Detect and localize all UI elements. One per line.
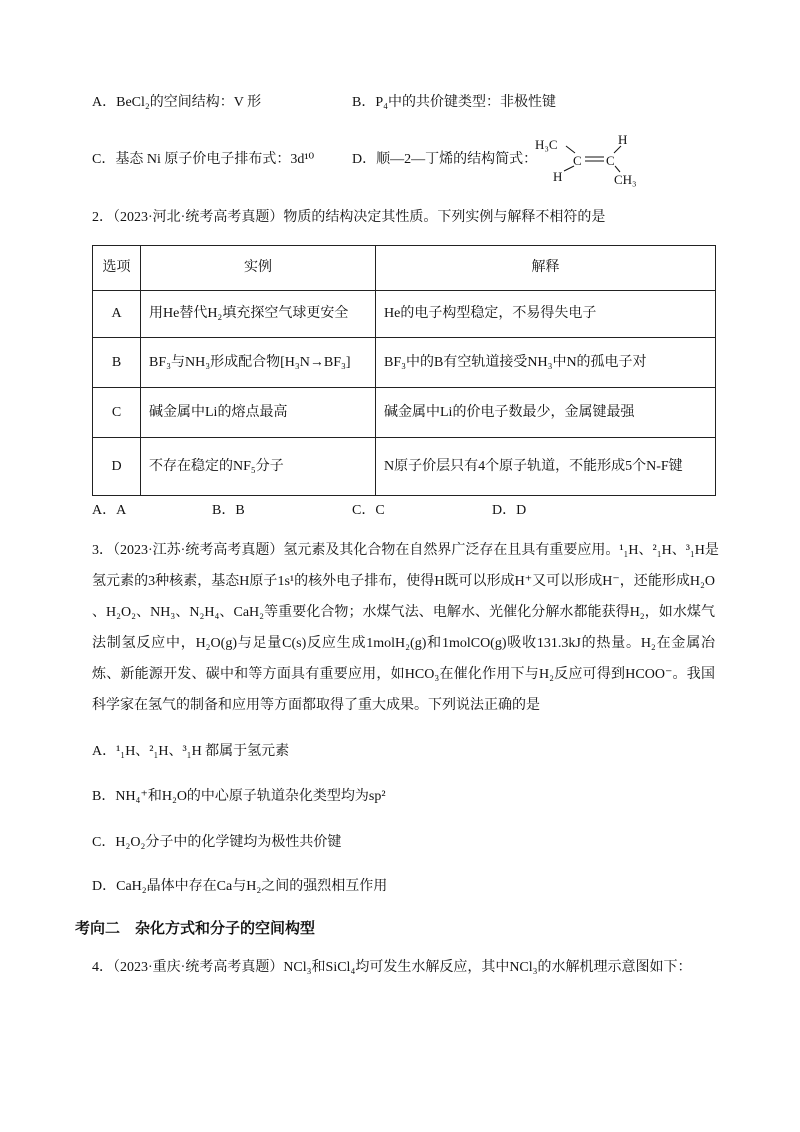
q1-option-d: D．顺—2—丁烯的结构简式：	[352, 152, 538, 167]
table-cell-explanation: 碱金属中Li的价电子数最少，金属键最强	[376, 388, 716, 438]
structure-top-right-label: H	[618, 132, 628, 147]
table-cell-option: C	[93, 388, 141, 438]
structure-top-left-label: H₃C	[535, 137, 558, 152]
q3-option-c: C．H₂O₂分子中的化学键均为极性共价键	[92, 835, 342, 850]
table-row	[93, 438, 716, 496]
section-title: 考向二 杂化方式和分子的空间构型	[75, 919, 316, 937]
q3-stem-line: 法制氢反应中，H₂O(g)与足量C(s)反应生成1molH₂(g)和1molCO(g)吸收131.3kJ的热量。H₂在金属冶	[92, 636, 715, 651]
bond-line	[614, 146, 621, 153]
q2-answer-a: A．A	[92, 503, 127, 518]
q3-option-b: B．NH₄⁺和H₂O的中心原子轨道杂化类型均为sp²	[92, 789, 386, 804]
q3-stem-line: 、H₂O₂、NH₃、N₂H₄、CaH₂等重要化合物；水煤气法、电解水、光催化分解水都能获得H₂，如水煤气	[92, 605, 715, 620]
q3-stem	[92, 535, 719, 721]
q3-stem-line: 炼、新能源开发、碳中和等方面具有重要应用，如HCO₃在催化作用下与H₂反应可得到HCOO⁻。我国	[92, 667, 715, 682]
q1-option-a: A．BeCl₂的空间结构：V 形	[92, 95, 262, 110]
table-header-cell: 实例	[141, 246, 376, 291]
bond-line	[564, 166, 574, 171]
table-cell-option: A	[93, 291, 141, 338]
q3-stem-line: 3．（2023·江苏·统考高考真题）氢元素及其化合物在自然界广泛存在且具有重要应用。¹₁H、²₁H、³₁H是	[92, 543, 719, 558]
table-cell-example: BF₃与NH₃形成配合物[H₃N→BF₃]	[141, 338, 376, 388]
table-row	[93, 338, 716, 388]
q1-option-b: B．P₄中的共价键类型：非极性键	[352, 95, 557, 110]
q2-stem: 2．（2023·河北·统考高考真题）物质的结构决定其性质。下列实例与解释不相符的是	[92, 210, 606, 225]
q2-table	[92, 245, 716, 496]
q3-option-d: D．CaH₂晶体中存在Ca与H₂之间的强烈相互作用	[92, 879, 388, 894]
table-header-row	[93, 246, 716, 291]
table-row	[93, 388, 716, 438]
table-cell-option: D	[93, 438, 141, 496]
q2-answer-d: D．D	[492, 503, 527, 518]
structure-right-carbon: C	[606, 153, 615, 168]
table-cell-example: 碱金属中Li的熔点最高	[141, 388, 376, 438]
bond-line	[566, 146, 575, 153]
cis-2-butene-structure	[530, 126, 650, 192]
table-cell-explanation: He的电子构型稳定，不易得失电子	[376, 291, 716, 338]
table-header-cell: 选项	[93, 246, 141, 291]
structure-bottom-left-label: H	[553, 169, 563, 184]
table-row	[93, 291, 716, 338]
table-cell-option: B	[93, 338, 141, 388]
table-header-cell: 解释	[376, 246, 716, 291]
q3-stem-line: 氢元素的3种核素，基态H原子1s¹的核外电子排布，使得H既可以形成H⁺又可以形成H⁻，还能形成H₂O	[92, 574, 715, 589]
structure-bottom-right-label: CH₃	[614, 172, 637, 187]
q3-stem-line: 科学家在氢气的制备和应用等方面都取得了重大成果。下列说法正确的是	[92, 698, 540, 713]
q2-answer-c: C．C	[352, 503, 385, 518]
q1-option-c: C．基态 Ni 原子价电子排布式：3d¹⁰	[92, 152, 315, 167]
q3-option-a: A．¹₁H、²₁H、³₁H 都属于氢元素	[92, 744, 290, 759]
table-cell-example: 用He替代H₂填充探空气球更安全	[141, 291, 376, 338]
table-cell-example: 不存在稳定的NF₅分子	[141, 438, 376, 496]
q4-stem: 4．（2023·重庆·统考高考真题）NCl₃和SiCl₄均可发生水解反应，其中NCl₃的水解机理示意图如下：	[92, 960, 692, 975]
table-cell-explanation: N原子价层只有4个原子轨道，不能形成5个N-F键	[376, 438, 716, 496]
table-cell-explanation: BF₃中的B有空轨道接受NH₃中N的孤电子对	[376, 338, 716, 388]
structure-left-carbon: C	[573, 153, 582, 168]
q2-answer-b: B．B	[212, 503, 245, 518]
